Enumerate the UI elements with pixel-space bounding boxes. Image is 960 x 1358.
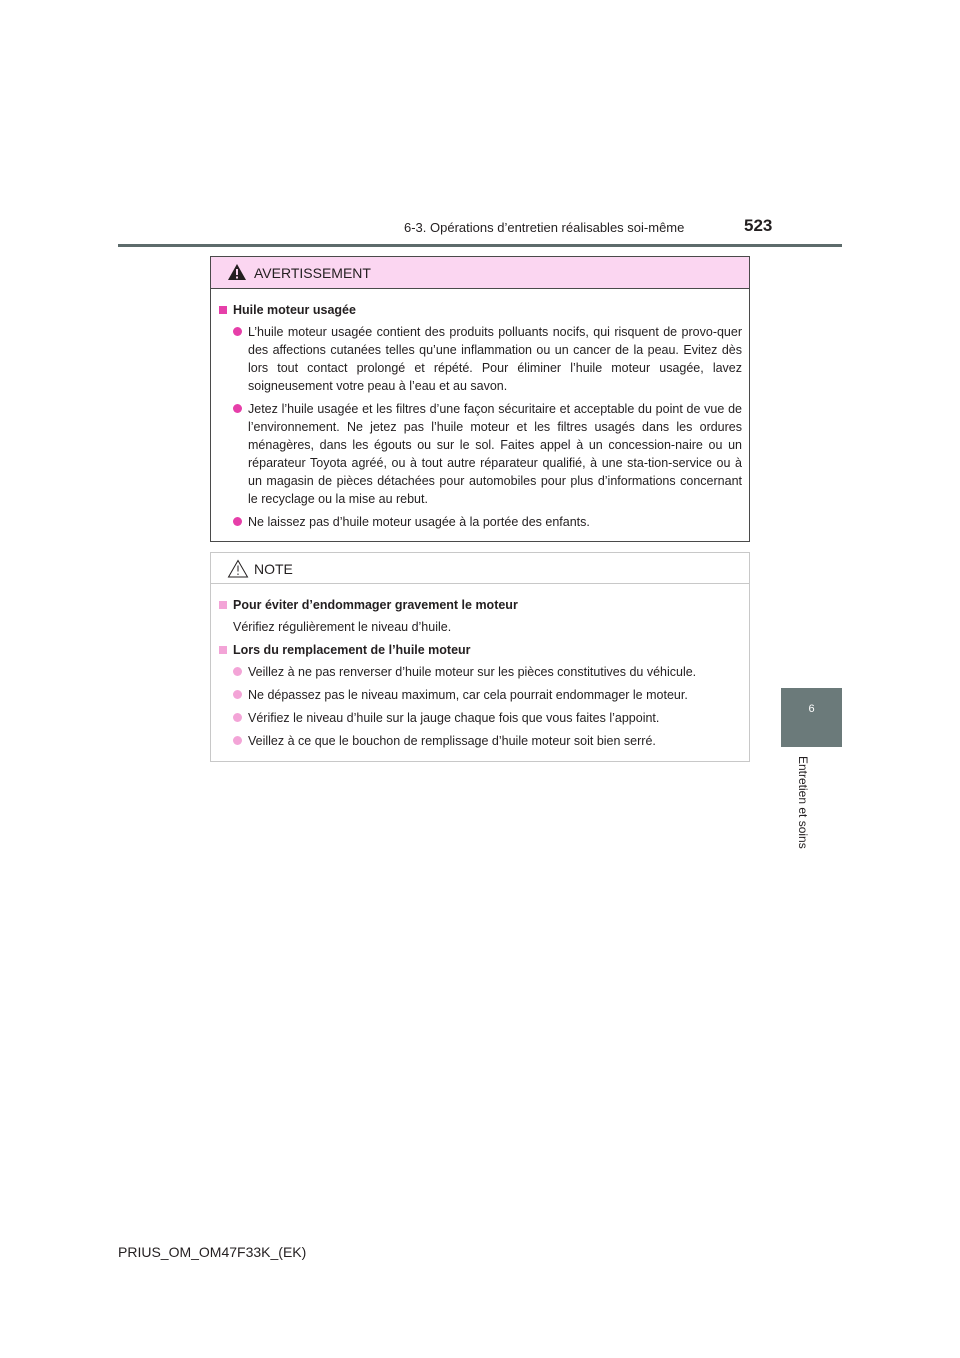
list-item-text: Jetez l’huile usagée et les filtres d’une façon sécuritaire et acceptable du point de vue de l’environnement. Ne jetez pas l’huile moteur et les filtres usagés dans les ordures ménagères, dans les égouts ou sur le sol. Faites appel à un concession-naire ou un réparateur Toyota agréé, ou à tout autre réparateur qualifié, à une sta-tion-service ou à un magasin de pièces détachées pour automobiles pour plus d’informations concernant le recyclage ou la mise au rebut. — [248, 402, 742, 506]
bullet-icon — [233, 690, 242, 699]
list-item — [218, 400, 742, 508]
note-heading-2 — [218, 641, 742, 659]
list-item — [218, 686, 742, 704]
caution-triangle-icon — [227, 559, 249, 578]
warning-triangle-icon — [227, 263, 247, 281]
warning-box — [210, 256, 750, 542]
header-divider — [118, 244, 842, 247]
section-title: 6-3. Opérations d’entretien réalisables soi-même — [404, 220, 685, 235]
note-header — [211, 553, 749, 584]
list-item-text: Vérifiez le niveau d’huile sur la jauge chaque fois que vous faites l’appoint. — [248, 711, 660, 725]
square-bullet-icon — [219, 601, 227, 609]
bullet-icon — [233, 736, 242, 745]
list-item-text: Ne laissez pas d’huile moteur usagée à la portée des enfants. — [248, 515, 590, 529]
bullet-icon — [233, 713, 242, 722]
list-item-text: Veillez à ne pas renverser d’huile moteur sur les pièces constitutives du véhicule. — [248, 665, 697, 679]
bullet-icon — [233, 667, 242, 676]
chapter-label: Entretien et soins — [796, 756, 810, 849]
document-code: PRIUS_OM_OM47F33K_(EK) — [118, 1244, 307, 1260]
warning-heading-text: Huile moteur usagée — [233, 303, 356, 317]
warning-content — [211, 289, 749, 531]
bullet-icon — [233, 404, 242, 413]
note-content — [211, 584, 749, 750]
note-heading-1 — [218, 596, 742, 614]
list-item — [218, 513, 742, 531]
page-number: 523 — [744, 216, 773, 235]
warning-title: AVERTISSEMENT — [254, 265, 371, 281]
chapter-number: 6 — [808, 703, 815, 715]
list-item-text: Ne dépassez pas le niveau maximum, car cela pourrait endommager le moteur. — [248, 688, 688, 702]
warning-header — [211, 257, 749, 289]
bullet-icon — [233, 327, 242, 336]
note-heading-text: Pour éviter d’endommager gravement le moteur — [233, 598, 518, 612]
note-heading-text: Lors du remplacement de l’huile moteur — [233, 643, 471, 657]
note-paragraph: Vérifiez régulièrement le niveau d’huile. — [233, 620, 452, 634]
list-item — [218, 663, 742, 681]
list-item — [218, 709, 742, 727]
list-item-text: L’huile moteur usagée contient des produits polluants nocifs, qui risquent de provo-quer des affections cutanées telles qu’une inflammation ou un cancer de la peau. Evitez dès lors tout contact prolongé et répété. Pour éliminer l’huile moteur usagée, lavez soigneusement votre peau à l’eau et au savon. — [248, 325, 742, 393]
warning-heading — [218, 301, 742, 319]
square-bullet-icon — [219, 306, 227, 314]
note-box — [210, 552, 750, 762]
square-bullet-icon — [219, 646, 227, 654]
note-title: NOTE — [254, 561, 293, 577]
list-item — [218, 323, 742, 395]
bullet-icon — [233, 517, 242, 526]
list-item-text: Veillez à ce que le bouchon de remplissage d’huile moteur soit bien serré. — [248, 734, 656, 748]
list-item — [218, 732, 742, 750]
chapter-tab — [781, 688, 842, 747]
